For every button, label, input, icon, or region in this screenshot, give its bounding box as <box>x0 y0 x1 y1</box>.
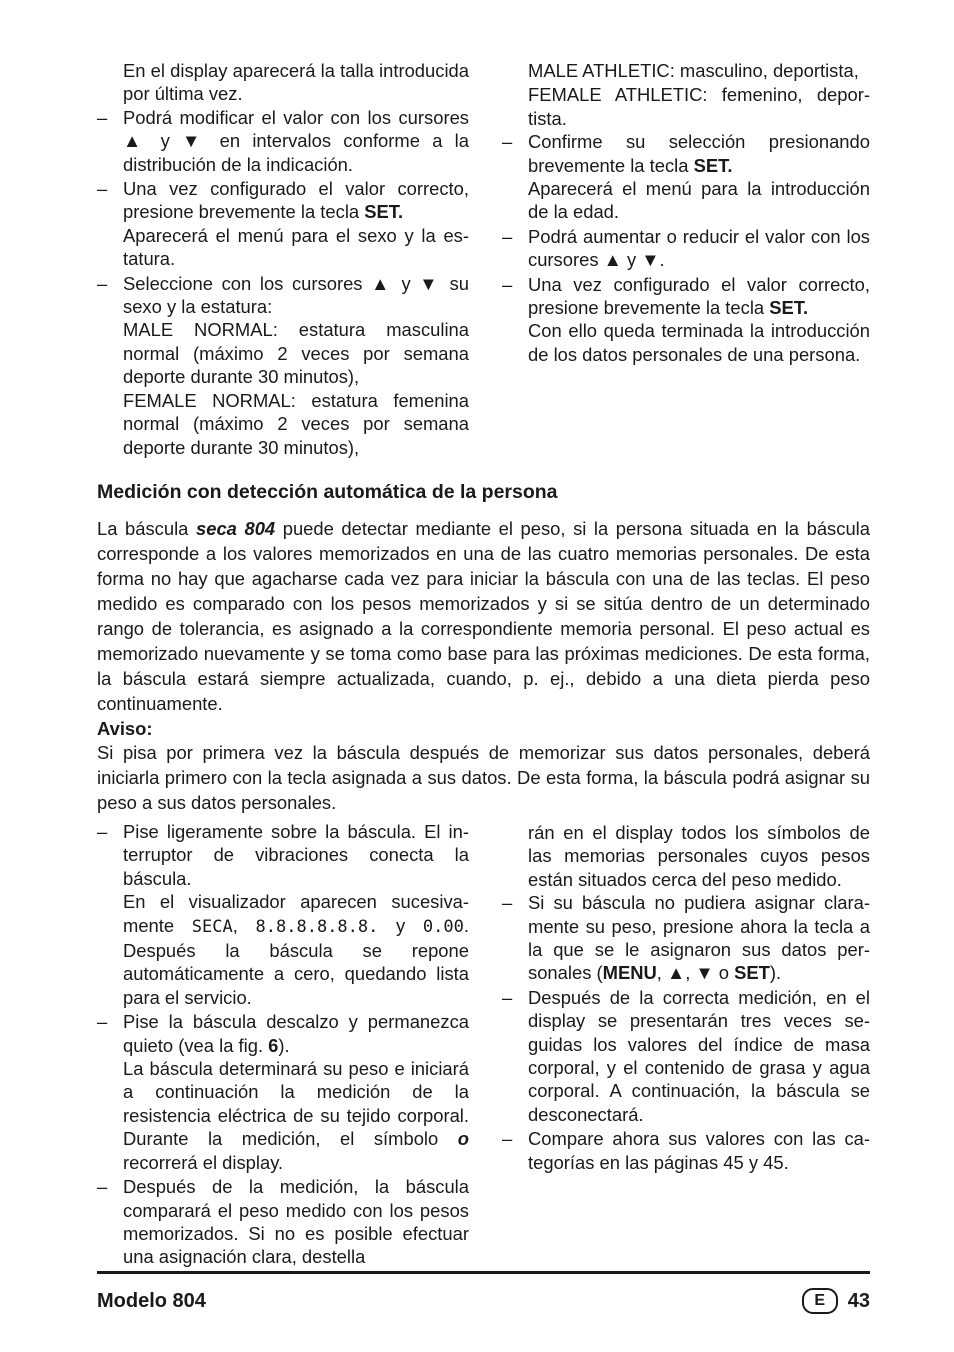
notice-text: Si pisa por primera vez la báscula después de memorizar sus datos personales, deberá iniciarla primero con la tecla asignada a sus datos. De esta forma, la báscula podrá asignar su peso a sus datos personales. <box>97 742 870 814</box>
list-item-text: Después de la medición, la báscula comparará el peso medido con los pesos memorizados. Si no es posible efectuar una asignación clara, destella <box>123 1176 469 1268</box>
figure-number: 6 <box>268 1034 279 1056</box>
list-item-text: Podrá modificar el valor con los cursores ▲ y ▼ en intervalos conforme a la distribución de la indicación. <box>123 106 469 175</box>
body-text: La báscula <box>97 518 196 539</box>
list-item-text: Seleccione con los cursores ▲ y ▼ su sexo y la estatura: <box>123 272 469 318</box>
set-key-label: SET. <box>769 297 809 319</box>
footer-divider <box>97 1271 870 1274</box>
lcd-seca-readout: SECA <box>191 916 233 937</box>
set-key-label: SET <box>734 962 770 984</box>
list-item <box>97 177 469 271</box>
list-item <box>97 272 469 459</box>
dash-marker: – <box>97 1011 108 1033</box>
list-item-continuation <box>123 890 469 1009</box>
list-item-text: Compare ahora sus valores con las categorías en las páginas 45 y 45. <box>528 1128 870 1173</box>
list-item-text: Confirme su selección presionando brevemente la tecla <box>528 131 870 176</box>
separator-text: , <box>232 914 256 936</box>
list-item <box>97 1175 469 1269</box>
page-number: 43 <box>847 1290 870 1312</box>
footer-model: Modelo 804 <box>97 1290 206 1312</box>
list-item <box>97 1010 469 1174</box>
brand-name: seca 804 <box>195 518 276 539</box>
top-left-column <box>97 58 469 459</box>
continuation-text: La báscula determinará su peso e iniciará a continuación la medición de la resistencia eléctrica de su tejido corporal. Durante la medición, el símbolo <box>123 1058 469 1150</box>
dash-marker: – <box>97 1176 108 1198</box>
dash-marker: – <box>97 106 108 128</box>
dash-marker: – <box>97 178 108 200</box>
list-item-continuation: Aparecerá el menú para la introducción de la edad. <box>528 178 870 223</box>
list-item-text: , ▲, ▼ o <box>656 962 735 984</box>
list-item <box>502 1127 870 1174</box>
menu-key-label: MENU <box>602 962 657 984</box>
list-item <box>502 891 870 985</box>
lcd-segment-test-readout: 8.8.8.8.8.8. <box>255 916 379 937</box>
separator-text: y <box>378 914 423 936</box>
intro-text: MALE ATHLETIC: masculino, deportista, <box>528 60 859 81</box>
list-item-continuation <box>123 1057 469 1174</box>
list-item <box>502 130 870 224</box>
body-text: puede detectar mediante el peso, si la persona situada en la báscula corresponde a los valores memorizados en una de las cuatro memorias personales. De esta forma no hay que agacharse cada vez para iniciar la báscula con una de las teclas. El peso medido es comparado con los pesos memorizados y si se sitúa dentro de un determinado rango de tolerancia, es asignado a la correspondiente memoria personal. El peso actual es memorizado nuevamente y se toma como base para las próximas mediciones. De esta forma, la báscula estará siempre actualizada, cuando, p. ej., debido a una dieta pierda peso continuamente. <box>97 518 870 714</box>
list-item <box>97 820 469 1009</box>
list-item-text: Pise ligeramente sobre la báscula. El interruptor de vibraciones conecta la báscula. <box>123 821 469 889</box>
bottom-right-column <box>502 820 870 1174</box>
dash-marker: – <box>502 131 513 153</box>
list-item-text: Pise la báscula descalzo y permanezca quieto (vea la fig. <box>123 1011 469 1056</box>
measurement-symbol-icon: o <box>457 1128 469 1150</box>
list-item-continuation: MALE NORMAL: estatura masculina normal (máximo 2 veces por semana deporte durante 30 minutos), <box>123 319 469 388</box>
section-heading: Medición con detección automática de la persona <box>97 481 558 503</box>
list-item <box>97 106 469 176</box>
section-body <box>97 516 870 815</box>
footer-page-info <box>802 1287 870 1315</box>
body-paragraph <box>97 516 870 716</box>
intro-text: FEMALE ATHLETIC: femenino, deportista. <box>528 84 870 129</box>
dash-marker: – <box>502 225 513 247</box>
lcd-zero-readout: 0.00 <box>422 916 464 937</box>
notice-label: Aviso: <box>97 718 153 739</box>
list-item-text: Si su báscula no pudiera asignar claramente su peso, presione ahora la tecla a la que se le asignaron sus datos personales ( <box>528 892 870 984</box>
list-item-text: Una vez configurado el valor correcto, presione brevemente la tecla <box>123 178 469 223</box>
language-badge: E <box>802 1288 838 1314</box>
list-item-text: Podrá aumentar o reducir el valor con los cursores ▲ y ▼. <box>528 225 870 271</box>
continuation-text: . Después la báscula se repone automáticamente a cero, quedando lista para el servicio. <box>123 914 469 1008</box>
continuation-text: recorrerá el display. <box>123 1151 284 1173</box>
list-item <box>502 986 870 1126</box>
dash-marker: – <box>502 1128 513 1150</box>
list-item <box>502 225 870 272</box>
dash-marker: – <box>97 821 108 842</box>
list-item-continuation: FEMALE NORMAL: estatura femenina normal (máximo 2 veces por semana deporte durante 30 minutos), <box>123 389 469 458</box>
list-item <box>502 273 870 367</box>
dash-marker: – <box>97 272 108 294</box>
dash-marker: – <box>502 273 513 295</box>
list-item-text: Después de la correcta medición, en el display se presentarán tres veces seguidas los valores del índice de masa corporal, y el contenido de grasa y agua corporal. A continuación, la báscula se desconectará. <box>528 986 870 1125</box>
list-item-text: ). <box>769 962 782 984</box>
bottom-left-column <box>97 820 469 1269</box>
set-key-label: SET. <box>693 154 733 176</box>
dash-marker: – <box>502 892 513 914</box>
list-item-continuation: Con ello queda terminada la introducción de los datos personales de una persona. <box>528 320 870 365</box>
list-item-continuation: Aparecerá el menú para el sexo y la estatura. <box>123 224 469 270</box>
intro-text: En el display aparecerá la talla introducida por última vez. <box>123 60 469 105</box>
set-key-label: SET. <box>364 201 404 223</box>
list-item-text: ). <box>278 1034 290 1056</box>
intro-text: rán en el display todos los símbolos de las memorias personales cuyos pesos están situados cerca del peso medido. <box>528 822 870 890</box>
continuation-text: En el visualizador aparecen sucesivamente <box>123 891 469 936</box>
dash-marker: – <box>502 986 513 1008</box>
list-item-text: Una vez configurado el valor correcto, presione brevemente la tecla <box>528 273 870 319</box>
top-right-column <box>502 58 870 366</box>
